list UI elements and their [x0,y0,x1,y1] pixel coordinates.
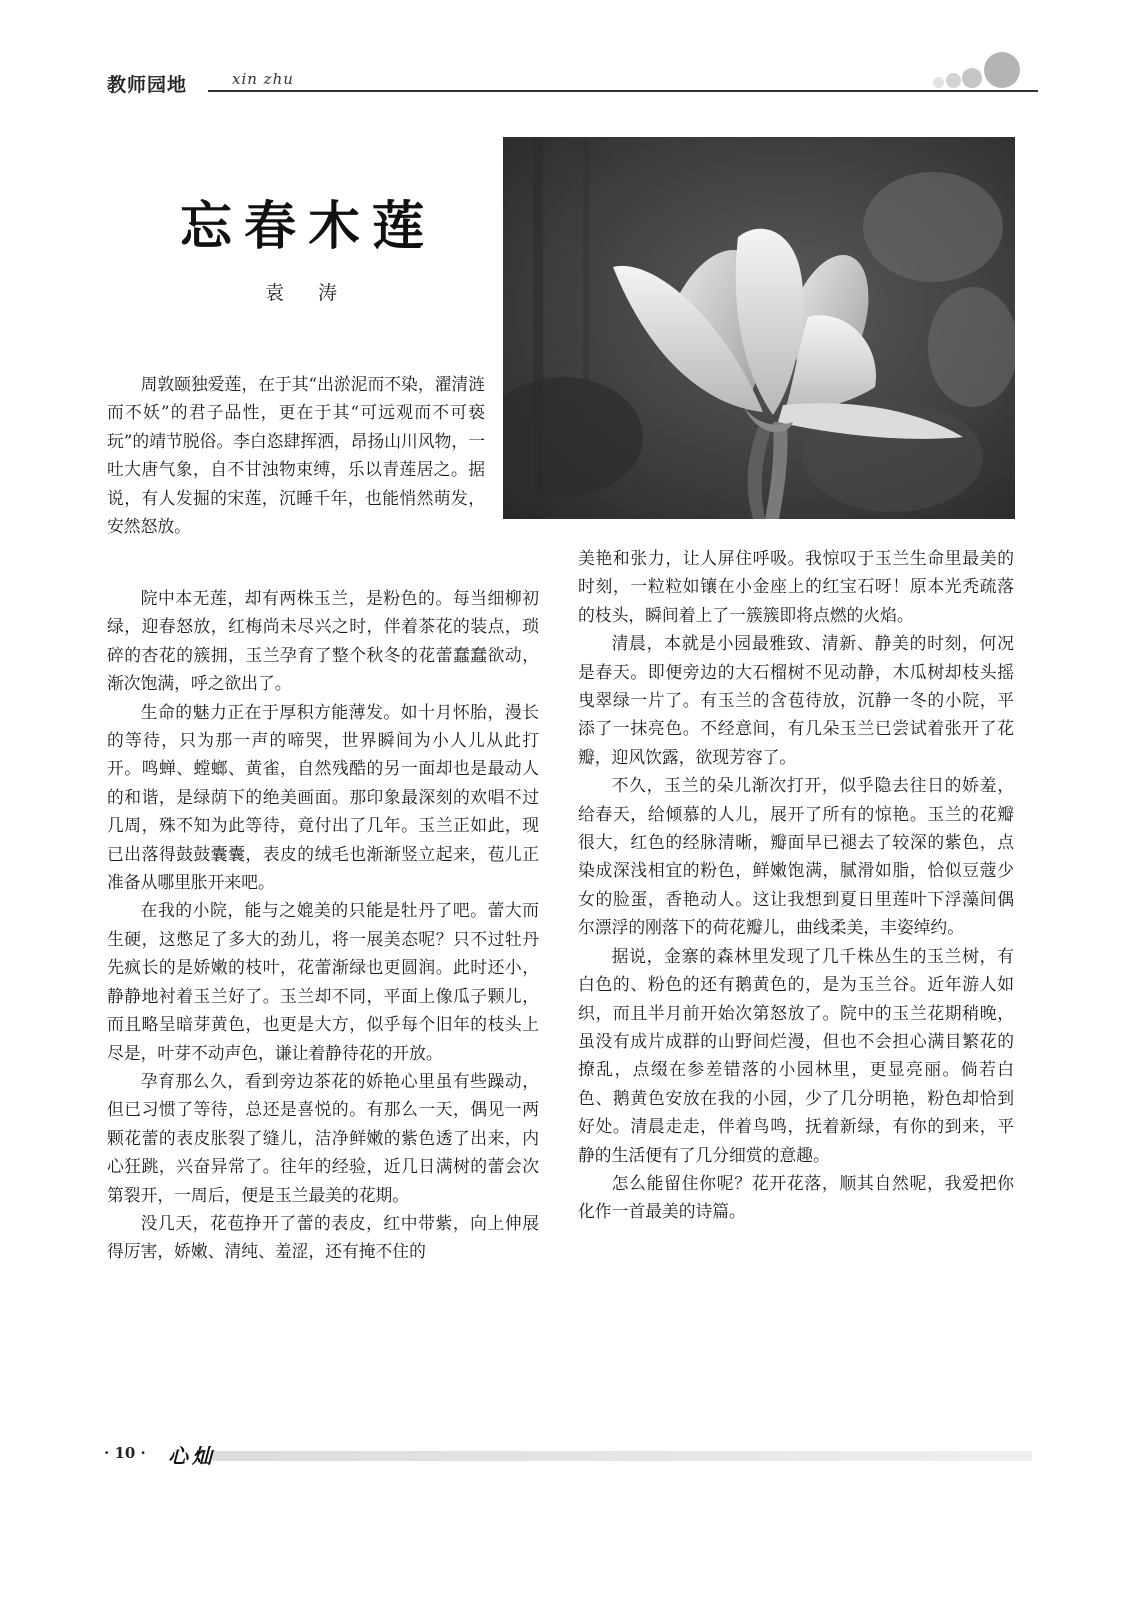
article-column-1 [107,584,539,1266]
page-number: · 10 · [104,1444,146,1462]
header-circle-decoration [984,52,1020,88]
header-circle-decoration [933,77,944,88]
footer-band [212,1451,1032,1461]
header-circle-decoration [946,73,961,88]
paragraph: 院中本无莲，却有两株玉兰，是粉色的。每当细柳初绿，迎春怒放，红梅尚未尽兴之时，伴着茶花的装点，琐碎的杏花的簇拥，玉兰孕育了整个秋冬的花蕾蠢蠢欲动，渐次饱满，呼之欲出了。 [107,588,539,694]
paragraph: 周敦颐独爱莲，在于其“出淤泥而不染，濯清涟而不妖”的君子品性，更在于其“可远观而不可亵玩”的靖节脱俗。李白恣肆挥洒，昂扬山川风物，一吐大唐气象，自不甘浊物束缚，乐以青莲居之。据说，有人发掘的宋莲，沉睡千年，也能悄然萌发，安然怒放。 [107,374,485,537]
paragraph: 清晨，本就是小园最雅致、清新、静美的时刻，何况是春天。即便旁边的大石榴树不见动静，木瓜树却枝头摇曳翠绿一片了。有玉兰的含苞待放，沉静一冬的小院，平添了一抹亮色。不经意间，有几朵玉兰已尝试着张开了花瓣，迎风饮露，欲现芳容了。 [578,633,1014,767]
header-rule [208,90,1038,92]
magazine-name: 心灿 [168,1444,216,1468]
header-circle-decoration [962,68,982,88]
article-title: 忘春木莲 [179,197,436,257]
paragraph: 没几天，花苞挣开了蕾的表皮，红中带紫，向上伸展得厉害，娇嫩、清纯、羞涩，还有掩不住的 [107,1212,539,1262]
article-author: 袁 涛 [264,282,352,304]
paragraph: 怎么能留住你呢？花开花落，顺其自然呢，我爱把你化作一首最美的诗篇。 [578,1172,1014,1222]
paragraph-continuation: 美艳和张力，让人屏住呼吸。我惊叹于玉兰生命里最美的时刻，一粒粒如镶在小金座上的红宝石呀！原本光秃疏落的枝头，瞬间着上了一簇簇即将点燃的火焰。 [578,548,1014,625]
paragraph: 据说，金寨的森林里发现了几千株丛生的玉兰树，有白色的、粉色的还有鹅黄色的，是为玉兰谷。近年游人如织，而且半月前开始次第怒放了。院中的玉兰花期稍晚，虽没有成片成群的山野间烂漫，但也不会担心满目繁花的撩乱，点缀在参差错落的小园林里，更显亮丽。倘若白色、鹅黄色安放在我的小园，少了几分明艳，粉色却恰到好处。清晨走走，伴着鸟鸣，抚着新绿，有你的到来，平静的生活便有了几分细赏的意趣。 [578,945,1014,1165]
section-pinyin: xin zhu [232,70,294,88]
magnolia-photo [503,137,1015,519]
paragraph: 在我的小院，能与之媲美的只能是牡丹了吧。蕾大而生硬，这憋足了多大的劲儿，将一展美态呢？只不过牡丹先疯长的是娇嫩的枝叶，花蕾渐绿也更圆润。此时还小，静静地衬着玉兰好了。玉兰却不同，平面上像瓜子颗儿，而且略呈暗芽黄色，也更是大方，似乎每个旧年的枝头上尽是，叶芽不动声色，谦让着静待花的开放。 [107,900,539,1063]
paragraph: 生命的魅力正在于厚积方能薄发。如十月怀胎，漫长的等待，只为那一声的啼哭，世界瞬间为小人儿从此打开。鸣蝉、螳螂、黄雀，自然残酷的另一面却也是最动人的和谐，是绿荫下的绝美画面。那印象最深刻的欢唱不过几周，殊不知为此等待，竟付出了几年。玉兰正如此，现已出落得鼓鼓囊囊，表皮的绒毛也渐渐竖立起来，苞儿正准备从哪里胀开来吧。 [107,701,539,893]
article-column-1-intro [107,370,485,540]
section-title: 教师园地 [107,74,188,96]
article-column-2 [578,544,1014,1226]
paragraph: 孕育那么久，看到旁边茶花的娇艳心里虽有些躁动，但已习惯了等待，总还是喜悦的。有那么一天，偶见一两颗花蕾的表皮胀裂了缝儿，洁净鲜嫩的紫色透了出来，内心狂跳，兴奋异常了。往年的经验，近几日满树的蕾会次第裂开，一周后，便是玉兰最美的花期。 [107,1070,539,1205]
paragraph: 不久，玉兰的朵儿渐次打开，似乎隐去往日的娇羞，给春天，给倾慕的人儿，展开了所有的惊艳。玉兰的花瓣很大，红色的经脉清晰，瓣面早已褪去了较深的紫色，点染成深浅相宜的粉色，鲜嫩饱满，腻滑如脂，恰似豆蔻少女的脸蛋，香艳动人。这让我想到夏日里莲叶下浮藻间偶尔漂浮的刚落下的荷花瓣儿，曲线柔美，丰姿绰约。 [578,775,1014,938]
